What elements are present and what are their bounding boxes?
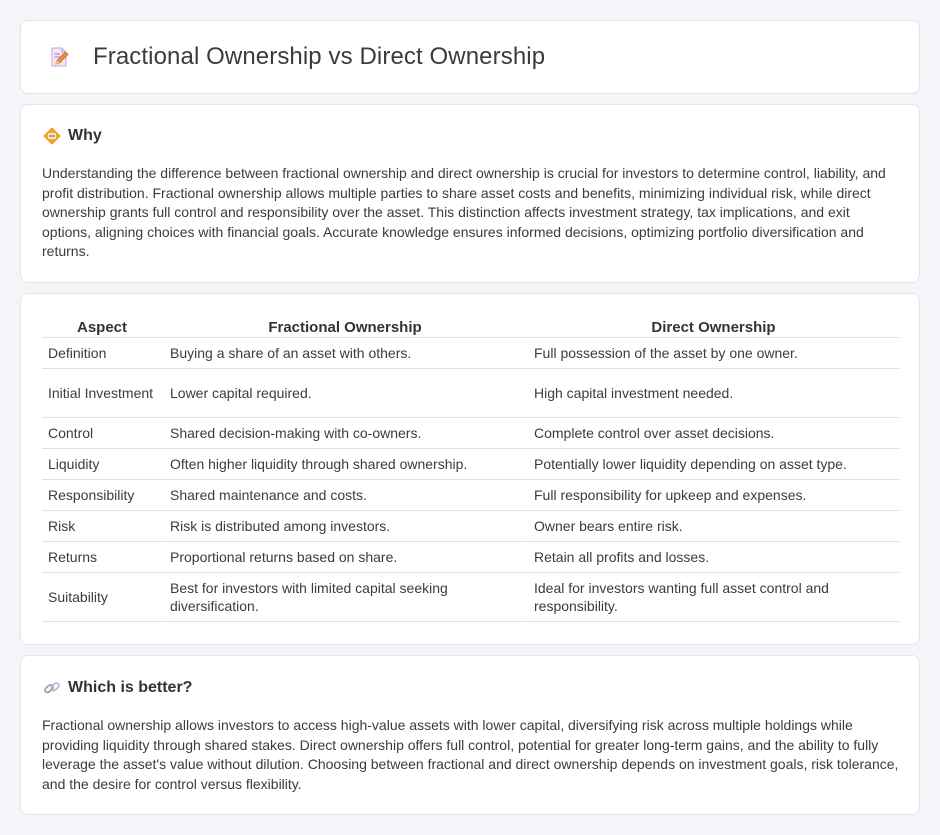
cell-direct: High capital investment needed.	[526, 369, 899, 418]
cell-direct: Full possession of the asset by one owner.	[526, 338, 899, 369]
cell-direct: Owner bears entire risk.	[526, 511, 899, 542]
page-title: Fractional Ownership vs Direct Ownership	[93, 43, 546, 70]
cell-aspect: Risk	[42, 511, 162, 542]
comparison-table	[42, 317, 899, 622]
table-row	[42, 542, 899, 573]
cell-fractional: Shared decision-making with co-owners.	[162, 418, 526, 449]
cell-direct: Ideal for investors wanting full asset control and responsibility.	[526, 573, 899, 622]
cell-fractional: Risk is distributed among investors.	[162, 511, 526, 542]
diamond-warning-icon	[43, 127, 61, 145]
cell-aspect: Control	[42, 418, 162, 449]
comparison-table-card	[20, 293, 920, 645]
table-header-row	[42, 317, 899, 338]
why-heading: Why	[68, 127, 102, 144]
cell-aspect: Definition	[42, 338, 162, 369]
header-direct: Direct Ownership	[526, 317, 899, 338]
cell-aspect: Liquidity	[42, 449, 162, 480]
cell-direct: Complete control over asset decisions.	[526, 418, 899, 449]
cell-fractional: Lower capital required.	[162, 369, 526, 418]
document-edit-icon	[47, 45, 71, 69]
cell-fractional: Best for investors with limited capital seeking diversification.	[162, 573, 526, 622]
cell-direct: Full responsibility for upkeep and expenses.	[526, 480, 899, 511]
cell-aspect: Returns	[42, 542, 162, 573]
better-heading: Which is better?	[68, 679, 193, 696]
why-text: Understanding the difference between fractional ownership and direct ownership is crucial for investors to determine control, liability, and profit distribution. Fractional ownership allows multiple parties to share asset costs and benefits, minimizing individual risk, while direct ownership grants full control and responsibility over the asset. This distinction affects investment strategy, tax implications, and exit options, aligning choices with financial goals. Accurate knowledge ensures informed decisions, optimizing portfolio diversification and returns.	[42, 165, 886, 260]
table-row	[42, 369, 899, 418]
cell-fractional: Proportional returns based on share.	[162, 542, 526, 573]
header-aspect: Aspect	[42, 317, 162, 338]
which-is-better-section	[20, 655, 920, 815]
table-row	[42, 573, 899, 622]
table-row	[42, 480, 899, 511]
cell-direct: Potentially lower liquidity depending on asset type.	[526, 449, 899, 480]
cell-fractional: Shared maintenance and costs.	[162, 480, 526, 511]
table-row	[42, 418, 899, 449]
better-text: Fractional ownership allows investors to access high-value assets with lower capital, diversifying risk across multiple holdings while providing liquidity through shared stakes. Direct ownership offers full control, potential for greater long-term gains, and the ability to fully leverage the asset's value without dilution. Choosing between fractional and direct ownership depends on investment goals, risk tolerance, and the desire for control versus flexibility.	[42, 717, 899, 792]
table-row	[42, 338, 899, 369]
better-header	[43, 679, 192, 697]
table-row	[42, 449, 899, 480]
why-section	[20, 104, 920, 283]
cell-aspect: Suitability	[42, 573, 162, 622]
cell-aspect: Initial Investment	[42, 369, 162, 418]
title-card	[20, 20, 920, 94]
why-header	[43, 127, 102, 145]
table-row	[42, 511, 899, 542]
cell-fractional: Buying a share of an asset with others.	[162, 338, 526, 369]
cell-direct: Retain all profits and losses.	[526, 542, 899, 573]
link-icon	[43, 679, 61, 697]
cell-fractional: Often higher liquidity through shared ownership.	[162, 449, 526, 480]
header-fractional: Fractional Ownership	[162, 317, 526, 338]
cell-aspect: Responsibility	[42, 480, 162, 511]
